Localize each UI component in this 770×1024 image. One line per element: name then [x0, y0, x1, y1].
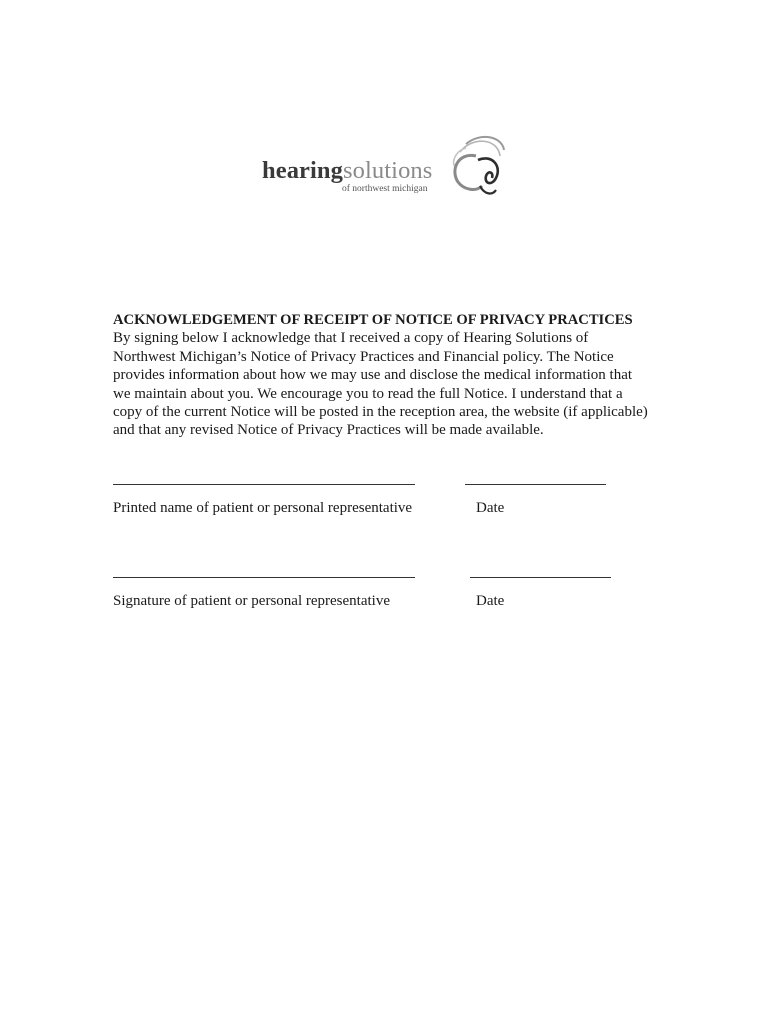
- ear-swirl-icon: [446, 130, 508, 200]
- paragraph-line: By signing below I acknowledge that I received a copy of Hearing Solutions of: [113, 330, 589, 347]
- date-field-line-1[interactable]: [465, 484, 606, 485]
- document-heading: ACKNOWLEDGEMENT OF RECEIPT OF NOTICE OF PRIVACY PRACTICES: [113, 312, 633, 328]
- logo-subtitle: of northwest michigan: [342, 184, 428, 194]
- printed-name-field-line[interactable]: [113, 484, 415, 485]
- company-logo: [258, 128, 518, 208]
- notice-text-block: [113, 311, 673, 440]
- acknowledgement-paragraph: [113, 329, 673, 439]
- date-field-line-2[interactable]: [470, 577, 611, 578]
- paragraph-line: Northwest Michigan’s Notice of Privacy Practices and Financial policy. The Notice: [113, 348, 614, 365]
- printed-name-label: Printed name of patient or personal representative: [113, 500, 413, 516]
- signature-label: Signature of patient or personal representative: [113, 593, 390, 609]
- paragraph-line: copy of the current Notice will be posted in the reception area, the website (if applicable): [113, 404, 648, 421]
- date-label-2: Date: [476, 593, 505, 609]
- logo-wordmark: [262, 159, 432, 184]
- logo-word-hearing: hearing: [262, 157, 344, 184]
- date-label-1: Date: [476, 500, 505, 516]
- paragraph-line: we maintain about you. We encourage you to read the full Notice. I understand that a: [113, 385, 623, 402]
- signature-field-line[interactable]: [113, 577, 415, 578]
- paragraph-line: and that any revised Notice of Privacy Practices will be made available.: [113, 422, 544, 439]
- paragraph-line: provides information about how we may use and disclose the medical information that: [113, 367, 633, 384]
- logo-word-solutions: solutions: [343, 157, 433, 184]
